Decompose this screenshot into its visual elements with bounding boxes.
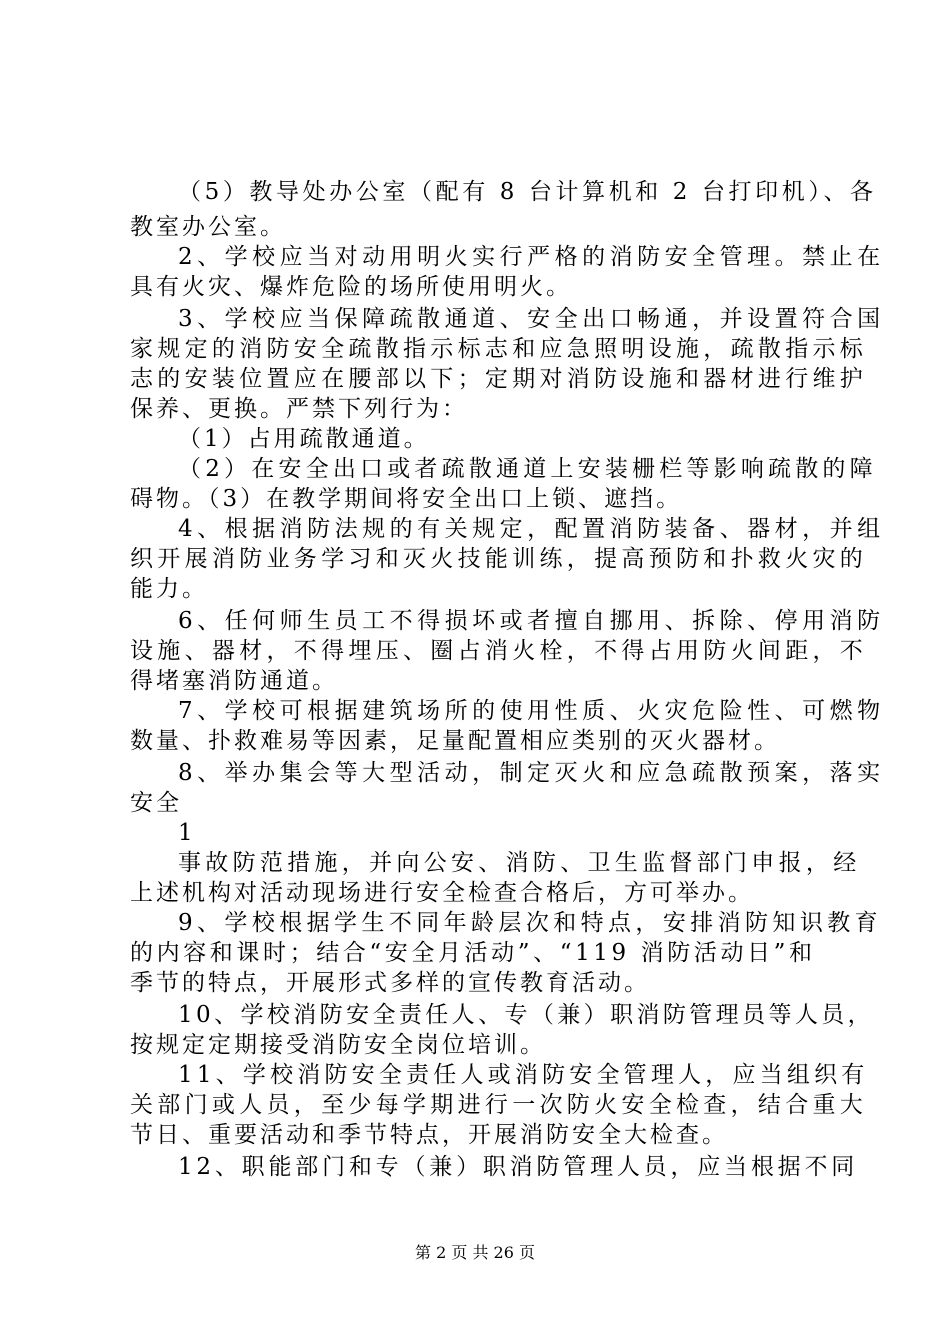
text-line: 的内容和课时；结合“安全月活动”、“119 消防活动日”和 — [130, 940, 816, 966]
text-line: 季节的特点，开展形式多样的宣传教育活动。 — [130, 970, 650, 996]
text-line: 6、任何师生员工不得损坏或者擅自挪用、拆除、停用消防 — [178, 608, 885, 634]
text-line: 上述机构对活动现场进行安全检查合格后，方可举办。 — [130, 880, 754, 906]
text-line: 事故防范措施，并向公安、消防、卫生监督部门申报，经 — [178, 850, 861, 876]
text-line: 数量、扑救难易等因素，足量配置相应类别的灭火器材。 — [130, 728, 780, 754]
text-line: （5）教导处办公室（配有 8 台计算机和 2 台打印机）、各 — [178, 179, 877, 205]
text-line: 志的安装位置应在腰部以下；定期对消防设施和器材进行维护 — [130, 366, 868, 392]
text-line: （2）在安全出口或者疏散通道上安装栅栏等影响疏散的障 — [178, 456, 877, 482]
text-line: 能力。 — [130, 576, 208, 602]
text-line: 12、职能部门和专（兼）职消防管理人员，应当根据不同 — [178, 1154, 859, 1180]
text-line: 家规定的消防安全疏散指示标志和应急照明设施，疏散指示标 — [130, 336, 868, 362]
text-line: 具有火灾、爆炸危险的场所使用明火。 — [130, 274, 572, 300]
text-line: 7、学校可根据建筑场所的使用性质、火灾危险性、可燃物 — [178, 698, 885, 724]
text-line: 2、学校应当对动用明火实行严格的消防安全管理。禁止在 — [178, 244, 885, 270]
text-line: 1 — [178, 820, 196, 846]
text-line: 教室办公室。 — [130, 214, 286, 240]
text-line: 11、学校消防安全责任人或消防安全管理人，应当组织有 — [178, 1062, 869, 1088]
text-line: 4、根据消防法规的有关规定，配置消防装备、器材，并组 — [178, 516, 885, 542]
text-line: 10、学校消防安全责任人、专（兼）职消防管理员等人员， — [178, 1002, 875, 1028]
text-line: 织开展消防业务学习和灭火技能训练，提高预防和扑救火灾的 — [130, 546, 868, 572]
text-line: 碍物。（3）在教学期间将安全出口上锁、遮挡。 — [130, 486, 683, 512]
text-line: 安全 — [130, 790, 182, 816]
text-line: 设施、器材，不得埋压、圈占消火栓，不得占用防火间距，不 — [130, 638, 868, 664]
text-line: 关部门或人员，至少每学期进行一次防火安全检查，结合重大 — [130, 1092, 868, 1118]
page-footer: 第 2 页 共 26 页 — [415, 1243, 535, 1262]
text-line: 8、举办集会等大型活动，制定灭火和应急疏散预案，落实 — [178, 760, 885, 786]
text-line: 节日、重要活动和季节特点，开展消防安全大检查。 — [130, 1122, 728, 1148]
text-line: 9、学校根据学生不同年龄层次和特点，安排消防知识教育 — [178, 910, 883, 936]
text-line: 得堵塞消防通道。 — [130, 668, 338, 694]
text-line: 按规定定期接受消防安全岗位培训。 — [130, 1032, 546, 1058]
text-line: 保养、更换。严禁下列行为： — [130, 396, 468, 422]
text-line: （1）占用疏散通道。 — [178, 426, 430, 452]
text-line: 3、学校应当保障疏散通道、安全出口畅通，并设置符合国 — [178, 306, 885, 332]
